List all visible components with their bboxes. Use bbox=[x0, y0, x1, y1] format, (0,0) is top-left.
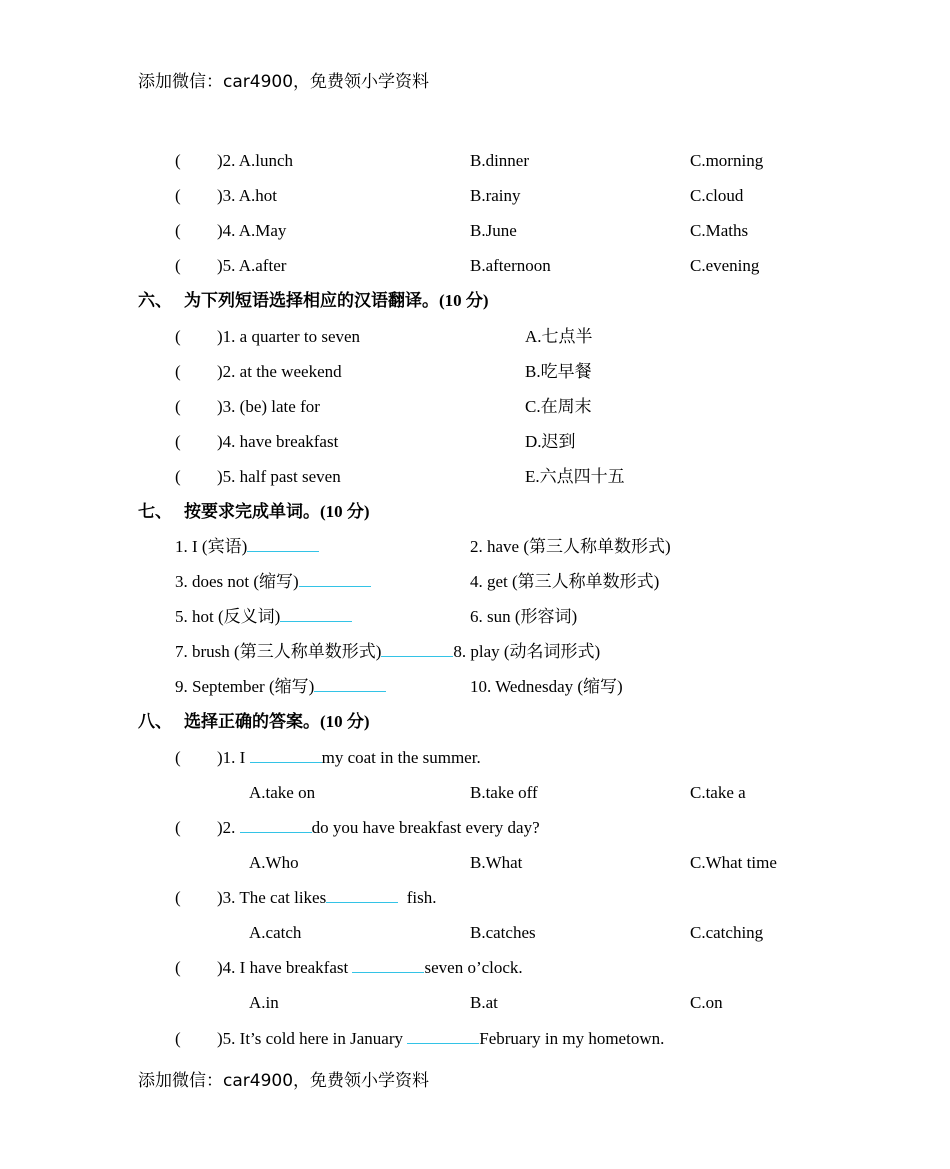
answer-blank[interactable] bbox=[247, 534, 319, 552]
answer-paren: ( bbox=[175, 888, 181, 907]
answer-blank[interactable] bbox=[250, 745, 322, 763]
word-prompt: 5. hot (反义词) bbox=[175, 607, 281, 626]
question-number: )4. bbox=[217, 221, 239, 240]
option-c: C.on bbox=[690, 993, 723, 1012]
question-text: my coat in the summer. bbox=[321, 748, 481, 767]
question-number: )3. bbox=[217, 888, 240, 907]
section-number: 六、 bbox=[138, 291, 172, 310]
answer-paren: ( bbox=[175, 221, 181, 240]
answer-blank[interactable] bbox=[352, 955, 424, 973]
phrase: have breakfast bbox=[239, 432, 339, 451]
section-number: 七、 bbox=[138, 502, 172, 521]
answer-blank[interactable] bbox=[381, 639, 453, 657]
word-prompt: 10. Wednesday (缩写) bbox=[470, 677, 623, 696]
question-number: )2. bbox=[217, 151, 239, 170]
question-number: )1. bbox=[217, 327, 240, 346]
question-number: )4. bbox=[217, 432, 240, 451]
answer-paren: ( bbox=[175, 432, 181, 451]
word-prompt: 8. play (动名词形式) bbox=[453, 642, 601, 661]
answer-blank[interactable] bbox=[240, 815, 312, 833]
option-a: A.Who bbox=[249, 853, 299, 872]
word-prompt: 1. I (宾语) bbox=[175, 537, 248, 556]
word-prompt: 3. does not (缩写) bbox=[175, 572, 299, 591]
answer-paren: ( bbox=[175, 818, 181, 837]
option-c: C.What time bbox=[690, 853, 777, 872]
question-text: fish. bbox=[398, 888, 437, 907]
option-b: B.rainy bbox=[470, 186, 521, 205]
translation-option: A.七点半 bbox=[525, 327, 593, 346]
option-c: C.take a bbox=[690, 783, 746, 802]
option-c: C.morning bbox=[690, 151, 764, 170]
section-title: 为下列短语选择相应的汉语翻译。(10 分) bbox=[184, 291, 489, 310]
option-b: B.What bbox=[470, 853, 523, 872]
question-number: )1. bbox=[217, 748, 240, 767]
word-prompt: 9. September (缩写) bbox=[175, 677, 315, 696]
phrase: a quarter to seven bbox=[239, 327, 361, 346]
option-b: B.afternoon bbox=[470, 256, 551, 275]
translation-option: B.吃早餐 bbox=[525, 362, 592, 381]
translation-option: C.在周末 bbox=[525, 397, 592, 416]
option-b: B.at bbox=[470, 993, 498, 1012]
option-b: B.dinner bbox=[470, 151, 530, 170]
option-a: A.in bbox=[249, 993, 279, 1012]
answer-paren: ( bbox=[175, 958, 181, 977]
answer-paren: ( bbox=[175, 362, 181, 381]
answer-paren: ( bbox=[175, 151, 181, 170]
translation-option: D.迟到 bbox=[525, 432, 576, 451]
translation-option: E.六点四十五 bbox=[525, 467, 625, 486]
section-title: 按要求完成单词。(10 分) bbox=[184, 502, 370, 521]
question-number: )5. bbox=[217, 256, 239, 275]
word-prompt: 6. sun (形容词) bbox=[470, 607, 578, 626]
phrase: (be) late for bbox=[239, 397, 320, 416]
phrase: at the weekend bbox=[239, 362, 342, 381]
word-prompt: 7. brush (第三人称单数形式) bbox=[175, 642, 382, 661]
question-text: It’s cold here in January bbox=[239, 1029, 408, 1048]
question-number: )3. bbox=[217, 397, 240, 416]
option-c: C.Maths bbox=[690, 221, 749, 240]
question-number: )2. bbox=[217, 818, 240, 837]
question-text: February in my hometown. bbox=[479, 1029, 665, 1048]
option-c: C.evening bbox=[690, 256, 760, 275]
option-a: A.catch bbox=[249, 923, 302, 942]
question-number: )3. bbox=[217, 186, 239, 205]
question-number: )5. bbox=[217, 467, 240, 486]
question-text: I bbox=[239, 748, 250, 767]
phrase: half past seven bbox=[239, 467, 341, 486]
answer-paren: ( bbox=[175, 186, 181, 205]
footer-note: 添加微信：car4900，免费领小学资料 bbox=[138, 1071, 430, 1091]
section-title: 选择正确的答案。(10 分) bbox=[184, 712, 370, 731]
option-a: A.May bbox=[238, 221, 287, 240]
section-heading-7 bbox=[138, 498, 370, 526]
answer-paren: ( bbox=[175, 397, 181, 416]
question-text: I have breakfast bbox=[239, 958, 353, 977]
word-prompt: 4. get (第三人称单数形式) bbox=[470, 572, 660, 591]
question-number: )5. bbox=[217, 1029, 240, 1048]
word-prompt: 2. have (第三人称单数形式) bbox=[470, 537, 671, 556]
question-text: The cat likes bbox=[239, 888, 327, 907]
option-b: B.take off bbox=[470, 783, 538, 802]
answer-blank[interactable] bbox=[326, 885, 398, 903]
answer-blank[interactable] bbox=[299, 569, 371, 587]
answer-blank[interactable] bbox=[407, 1026, 479, 1044]
option-a: A.lunch bbox=[238, 151, 294, 170]
option-c: C.cloud bbox=[690, 186, 744, 205]
question-number: )2. bbox=[217, 362, 240, 381]
answer-blank[interactable] bbox=[280, 604, 352, 622]
option-a: A.after bbox=[238, 256, 287, 275]
answer-paren: ( bbox=[175, 327, 181, 346]
header-note: 添加微信：car4900，免费领小学资料 bbox=[138, 72, 430, 92]
answer-paren: ( bbox=[175, 748, 181, 767]
option-a: A.take on bbox=[249, 783, 316, 802]
option-b: B.catches bbox=[470, 923, 536, 942]
section-heading-8 bbox=[138, 708, 370, 736]
question-number: )4. bbox=[217, 958, 240, 977]
answer-paren: ( bbox=[175, 1029, 181, 1048]
option-c: C.catching bbox=[690, 923, 764, 942]
answer-blank[interactable] bbox=[314, 674, 386, 692]
section-number: 八、 bbox=[138, 712, 172, 731]
answer-paren: ( bbox=[175, 256, 181, 275]
question-text: seven o’clock. bbox=[424, 958, 523, 977]
option-a: A.hot bbox=[238, 186, 277, 205]
option-b: B.June bbox=[470, 221, 517, 240]
section-heading-6 bbox=[138, 287, 489, 315]
question-text: do you have breakfast every day? bbox=[311, 818, 540, 837]
answer-paren: ( bbox=[175, 467, 181, 486]
